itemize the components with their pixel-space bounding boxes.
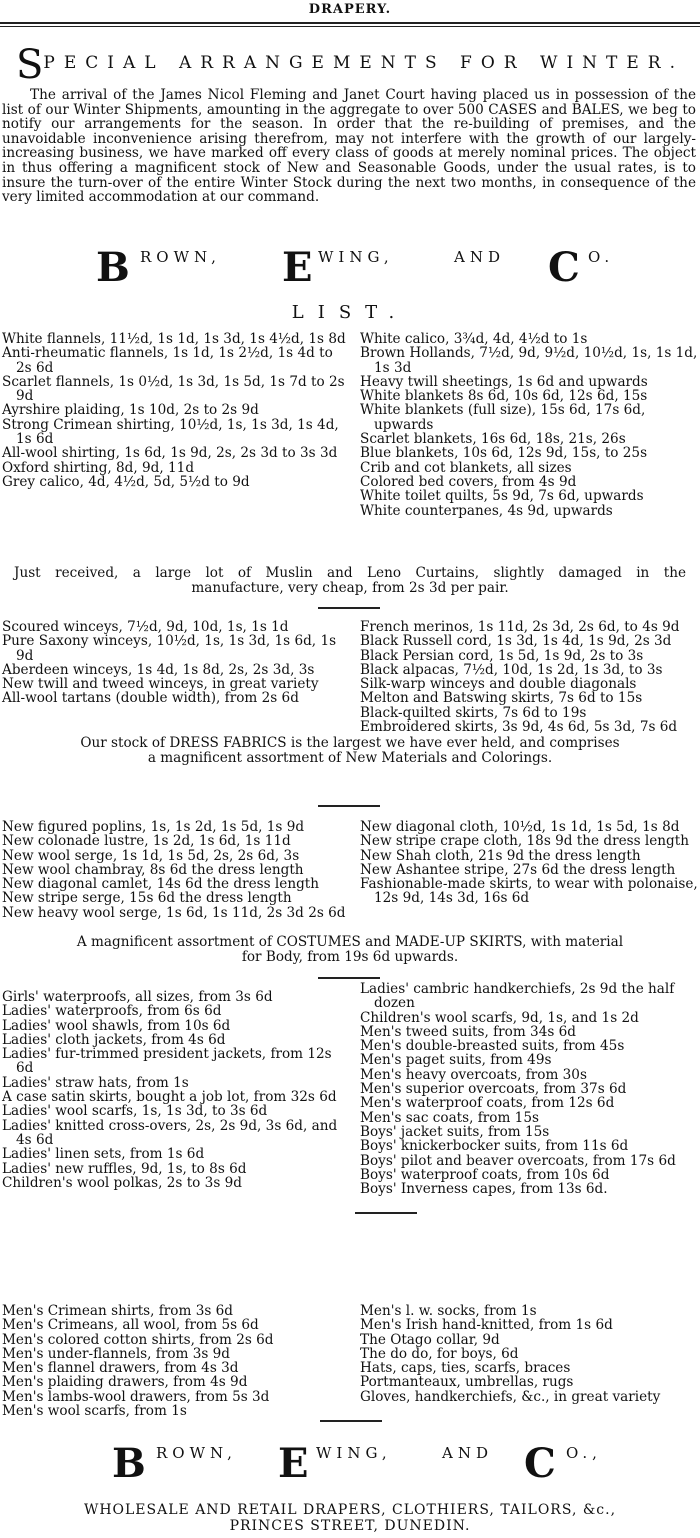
list-item: Crib and cot blankets, all sizes xyxy=(360,459,572,476)
list-item: New colonade lustre, 1s 2d, 1s 6d, 1s 11d xyxy=(2,833,291,850)
list-item: Black Russell cord, 1s 3d, 1s 4d, 1s 9d, 2s 3d xyxy=(360,633,672,650)
list-item: Blue blankets, 10s 6d, 12s 9d, 15s, to 25s xyxy=(360,445,648,462)
list-item: White toilet quilts, 5s 9d, 7s 6d, upwards xyxy=(360,488,644,505)
firm-initial-e: E xyxy=(282,244,313,291)
list-item: Ladies' new ruffles, 9d, 1s, to 8s 6d xyxy=(2,1160,247,1177)
block2-right-column xyxy=(360,620,698,734)
list-item: White counterpanes, 4s 9d, upwards xyxy=(360,502,613,519)
firm-word-and: AND xyxy=(442,1444,493,1462)
list-item: Aberdeen winceys, 1s 4d, 1s 8d, 2s, 2s 3d, 3s xyxy=(2,661,315,678)
list-item: Portmanteaux, umbrellas, rugs xyxy=(360,1374,574,1391)
list-item: Oxford shirting, 8d, 9d, 11d xyxy=(2,459,195,476)
list-item: Girls' waterproofs, all sizes, from 3s 6d xyxy=(2,989,273,1005)
note-line: for Body, from 19s 6d upwards. xyxy=(241,949,459,965)
announcement-title xyxy=(0,42,700,88)
list-item: New heavy wool serge, 1s 6d, 1s 11d, 2s 3d 2s 6d xyxy=(2,904,346,921)
list-item: New wool chambray, 8s 6d the dress length xyxy=(2,861,304,878)
firm-name-top xyxy=(0,244,700,292)
list-item: Children's wool scarfs, 9d, 1s, and 1s 2d xyxy=(360,1009,639,1026)
block3-note xyxy=(0,935,700,965)
list-item: Ladies' linen sets, from 1s 6d xyxy=(2,1146,205,1163)
list-item: Anti-rheumatic flannels, 1s 1d, 1s 2½d, 1s 4d to 2s 6d xyxy=(2,345,333,376)
list-item: Men's superior overcoats, from 37s 6d xyxy=(360,1081,627,1098)
firm-initial-c: C xyxy=(524,1440,556,1487)
list-item: New diagonal camlet, 14s 6d the dress length xyxy=(2,876,320,893)
block2-left-column xyxy=(2,620,346,706)
list-item: Ladies' cloth jackets, from 4s 6d xyxy=(2,1031,226,1048)
firm-initial-b: B xyxy=(96,244,130,291)
list-item: All-wool shirting, 1s 6d, 1s 9d, 2s, 2s 3d to 3s 3d xyxy=(2,445,338,462)
list-item: Boys' Inverness capes, from 13s 6d. xyxy=(360,1181,608,1198)
list-item: French merinos, 1s 11d, 2s 3d, 2s 6d, to 4s 9d xyxy=(360,619,680,635)
list-item: Hats, caps, ties, scarfs, braces xyxy=(360,1360,571,1377)
list-item: Scoured winceys, 7½d, 9d, 10d, 1s, 1s 1d xyxy=(2,619,289,635)
firm-word-and: AND xyxy=(454,248,505,266)
firm-description: WHOLESALE AND RETAIL DRAPERS, CLOTHIERS, TAILORS, &c., xyxy=(83,1502,617,1518)
list-item: Silk-warp winceys and double diagonals xyxy=(360,676,637,693)
list-item: New stripe crape cloth, 18s 9d the dress length xyxy=(360,833,689,850)
list-item: Black Persian cord, 1s 5d, 1s 9d, 2s to 3s xyxy=(360,647,644,664)
list-item: Fashionable-made skirts, to wear with polonaise, 12s 9d, 14s 3d, 16s 6d xyxy=(360,876,698,907)
list-item: Black-quilted skirts, 7s 6d to 19s xyxy=(360,704,587,721)
list-item: Ladies' knitted cross-overs, 2s, 2s 9d, 3s 6d, and 4s 6d xyxy=(2,1117,338,1148)
list-item: A case satin skirts, bought a job lot, from 32s 6d xyxy=(2,1089,337,1106)
firm-word-wing: WING, xyxy=(318,248,394,266)
list-item: Brown Hollands, 7½d, 9d, 9½d, 10½d, 1s, 1s 1d, 1s 3d xyxy=(360,345,698,376)
note-line: Our stock of DRESS FABRICS is the largest we have ever held, and comprises xyxy=(80,735,620,751)
list-item: Men's sac coats, from 15s xyxy=(360,1109,539,1126)
list-item: New diagonal cloth, 10½d, 1s 1d, 1s 5d, 1s 8d xyxy=(360,819,680,835)
list-item: Men's double-breasted suits, from 45s xyxy=(360,1038,625,1055)
firm-initial-c: C xyxy=(548,244,580,291)
list-item: Men's Crimeans, all wool, from 5s 6d xyxy=(2,1317,259,1334)
firm-initial-b: B xyxy=(112,1440,146,1487)
list-item: Men's l. w. socks, from 1s xyxy=(360,1303,537,1319)
list-item: Boys' pilot and beaver overcoats, from 17s 6d xyxy=(360,1152,676,1169)
block5-left-column xyxy=(2,1304,346,1418)
list-item: Men's Crimean shirts, from 3s 6d xyxy=(2,1303,233,1319)
list-item: Embroidered skirts, 3s 9d, 4s 6d, 5s 3d, 7s 6d xyxy=(360,719,678,736)
list-item: Ayrshire plaiding, 1s 10d, 2s to 2s 9d xyxy=(2,402,259,419)
list-item: New wool serge, 1s 1d, 1s 5d, 2s, 2s 6d, 3s xyxy=(2,847,300,864)
list-heading: LIST. xyxy=(291,302,409,323)
list-item: All-wool tartans (double width), from 2s 6d xyxy=(2,690,299,707)
list-item: Men's Irish hand-knitted, from 1s 6d xyxy=(360,1317,613,1334)
list-item: New figured poplins, 1s, 1s 2d, 1s 5d, 1s 9d xyxy=(2,819,305,835)
note-line: Just received, a large lot of Muslin and Leno Curtains, slightly damaged in the xyxy=(14,565,686,581)
list-item: New Shah cloth, 21s 9d the dress length xyxy=(360,847,641,864)
list-item: Men's tweed suits, from 34s 6d xyxy=(360,1023,576,1040)
list-item: Scarlet blankets, 16s 6d, 18s, 21s, 26s xyxy=(360,431,626,448)
list-item: The Otago collar, 9d xyxy=(360,1331,500,1348)
block2-note xyxy=(0,736,700,766)
list-item: Colored bed covers, from 4s 9d xyxy=(360,473,577,490)
list-item: Boys' waterproof coats, from 10s 6d xyxy=(360,1166,610,1183)
list-item: Boys' jacket suits, from 15s xyxy=(360,1123,550,1140)
firm-address: PRINCES STREET, DUNEDIN. xyxy=(229,1518,471,1534)
list-item: Strong Crimean shirting, 10½d, 1s, 1s 3d, 1s 4d, 1s 6d xyxy=(2,416,339,448)
firm-word-o: O. xyxy=(588,248,615,266)
list-item: Children's wool polkas, 2s to 3s 9d xyxy=(2,1174,242,1191)
announcement-paragraph xyxy=(2,88,696,205)
list-item: Grey calico, 4d, 4½d, 5d, 5½d to 9d xyxy=(2,473,250,490)
block1-right-column xyxy=(360,332,698,518)
list-item: Men's lambs-wool drawers, from 5s 3d xyxy=(2,1388,270,1405)
note-line: manufacture, very cheap, from 2s 3d per pair. xyxy=(191,580,509,596)
list-item: Men's under-flannels, from 3s 9d xyxy=(2,1345,231,1362)
section-divider xyxy=(318,607,380,609)
list-item: Men's heavy overcoats, from 30s xyxy=(360,1066,587,1083)
list-item: New Ashantee stripe, 27s 6d the dress length xyxy=(360,861,676,878)
section-divider xyxy=(320,1420,382,1422)
block3-right-column xyxy=(360,820,698,906)
note-line: A magnificent assortment of COSTUMES and MADE-UP SKIRTS, with material xyxy=(76,934,624,950)
announcement-text: The arrival of the James Nicol Fleming and Janet Court having placed us in possession of the list of our Winter Shipments, amounting in the aggregate to over 500 CASES and BALES, we beg to notify our arrangements for the season. In order that the re-building of premises, and the unavoidable inconvenience arising therefrom, may not interfere with the growth of our largely-increasing business, we have marked off every class of goods at merely nominal prices. The object in thus offering a magnificent stock of New and Seasonable Goods, under the usual rates, is to insure the turn-over of the entire Winter Stock during the next two months, in consequence of the very limited accommodation at our command. xyxy=(2,87,696,206)
firm-name-bottom xyxy=(0,1440,700,1488)
list-item: Men's flannel drawers, from 4s 3d xyxy=(2,1360,239,1377)
block4-left-column xyxy=(2,990,346,1190)
title-rest: PECIAL ARRANGEMENTS FOR WINTER. xyxy=(43,53,684,73)
title-initial: S xyxy=(16,42,44,88)
list-item: Men's plaiding drawers, from 4s 9d xyxy=(2,1374,248,1391)
block1-left-column xyxy=(2,332,346,489)
list-item: Ladies' fur-trimmed president jackets, from 12s 6d xyxy=(2,1046,332,1077)
section-divider xyxy=(318,805,380,807)
list-item: White blankets 8s 6d, 10s 6d, 12s 6d, 15s xyxy=(360,388,648,405)
list-item: Men's colored cotton shirts, from 2s 6d xyxy=(2,1331,274,1348)
list-item: Black alpacas, 7½d, 10d, 1s 2d, 1s 3d, to 3s xyxy=(360,661,663,678)
list-item: New twill and tweed winceys, in great variety xyxy=(2,676,319,693)
list-item: Pure Saxony winceys, 10½d, 1s, 1s 3d, 1s 6d, 1s 9d xyxy=(2,633,337,664)
list-item: Ladies' cambric handkerchiefs, 2s 9d the half dozen xyxy=(360,981,675,1012)
header-rule xyxy=(0,22,700,24)
list-item: Ladies' wool scarfs, 1s, 1s 3d, to 3s 6d xyxy=(2,1103,268,1120)
list-item: The do do, for boys, 6d xyxy=(360,1345,519,1362)
block4-right-column xyxy=(360,982,698,1196)
section-header: DRAPERY. xyxy=(308,2,392,17)
list-item: Boys' knickerbocker suits, from 11s 6d xyxy=(360,1138,629,1155)
list-item: Ladies' wool shawls, from 10s 6d xyxy=(2,1017,231,1034)
firm-word-wing: WING, xyxy=(316,1444,392,1462)
list-item: White flannels, 11½d, 1s 1d, 1s 3d, 1s 4½d, 1s 8d xyxy=(2,331,346,347)
section-divider xyxy=(318,977,380,979)
block1-note xyxy=(0,566,700,596)
firm-word-o: O., xyxy=(566,1444,602,1462)
list-item: Ladies' waterproofs, from 6s 6d xyxy=(2,1003,222,1020)
section-divider xyxy=(355,1212,417,1214)
block5-right-column xyxy=(360,1304,698,1404)
list-item: New stripe serge, 15s 6d the dress length xyxy=(2,890,292,907)
note-line: a magnificent assortment of New Materials and Colorings. xyxy=(147,750,553,766)
block3-left-column xyxy=(2,820,346,920)
list-item: Men's wool scarfs, from 1s xyxy=(2,1403,187,1420)
list-item: White blankets (full size), 15s 6d, 17s 6d, upwards xyxy=(360,402,646,433)
firm-word-rown: ROWN, xyxy=(156,1444,237,1462)
list-item: Men's paget suits, from 49s xyxy=(360,1052,552,1069)
list-item: Scarlet flannels, 1s 0½d, 1s 3d, 1s 5d, 1s 7d to 2s 9d xyxy=(2,373,345,405)
list-item: Gloves, handkerchiefs, &c., in great variety xyxy=(360,1388,661,1405)
list-item: Heavy twill sheetings, 1s 6d and upwards xyxy=(360,373,648,390)
list-item: Melton and Batswing skirts, 7s 6d to 15s xyxy=(360,690,643,707)
list-item: White calico, 3¾d, 4d, 4½d to 1s xyxy=(360,331,588,347)
header-rule-thin xyxy=(0,26,700,27)
list-item: Men's waterproof coats, from 12s 6d xyxy=(360,1095,615,1112)
firm-initial-e: E xyxy=(278,1440,309,1487)
list-item: Ladies' straw hats, from 1s xyxy=(2,1074,189,1091)
firm-word-rown: ROWN, xyxy=(140,248,221,266)
